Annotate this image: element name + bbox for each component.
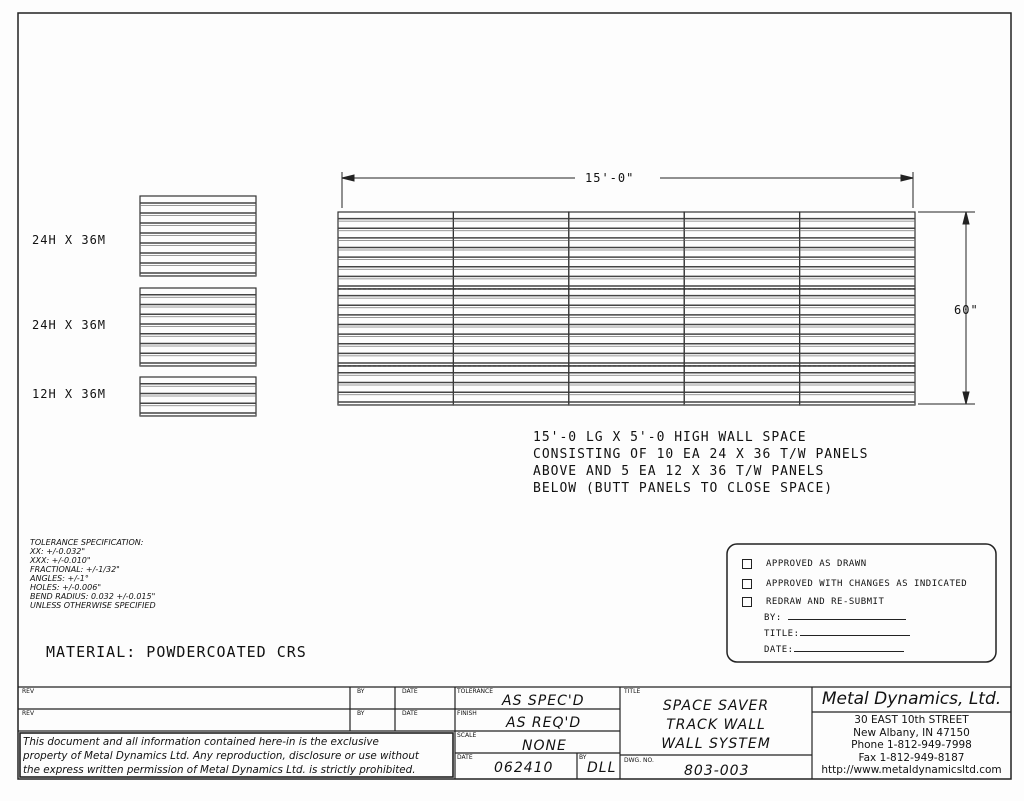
date-field[interactable] (742, 642, 967, 658)
panel (684, 366, 799, 405)
finish-label: FINISH (457, 710, 477, 717)
fax: Fax 1-812-949-8187 (858, 751, 965, 764)
panel (140, 288, 256, 366)
by-field[interactable] (742, 610, 967, 626)
tolerance-specification (30, 538, 156, 610)
wall-note (533, 429, 868, 497)
date-label: DATE (402, 710, 418, 717)
panel (140, 377, 256, 416)
by-label: BY: (764, 613, 782, 623)
tolerance-label: TOLERANCE (457, 688, 494, 695)
scale-label: SCALE (457, 732, 477, 739)
date-value: 062410 (494, 760, 554, 776)
panel (453, 212, 568, 289)
panel (453, 366, 568, 405)
tolerance-value: AS SPEC'D (502, 693, 585, 709)
panel (338, 366, 453, 405)
spec-line: HOLES: +/-0.006" (30, 583, 102, 592)
spec-line: XX: +/-0.032" (30, 547, 86, 556)
drawing-title (620, 697, 812, 754)
title-label: TITLE (624, 688, 641, 695)
checkbox[interactable] (742, 597, 752, 607)
approval-options (742, 554, 967, 658)
panel (800, 366, 915, 405)
approval-option-approved[interactable] (742, 554, 967, 574)
date-label: DATE (457, 754, 473, 761)
checkbox[interactable] (742, 559, 752, 569)
panel (453, 289, 568, 366)
finish-value: AS REQ'D (506, 715, 582, 731)
panel (140, 196, 256, 276)
disclaimer-line: This document and all information contained here-in is the exclusive (23, 735, 379, 748)
spec-line: UNLESS OTHERWISE SPECIFIED (30, 601, 156, 610)
rev-label: REV (22, 688, 35, 695)
spec-line: XXX: +/-0.010" (30, 556, 91, 565)
disclaimer (23, 735, 419, 777)
checkbox[interactable] (742, 579, 752, 589)
panel (338, 212, 453, 289)
height-dimension-label: 60" (954, 303, 979, 317)
disclaimer-line: property of Metal Dynamics Ltd. Any reproduction, disclosure or use without (23, 749, 419, 762)
company-address (812, 714, 1011, 777)
dwg-no-label: DWG. NO. (624, 757, 654, 764)
spec-line: TOLERANCE SPECIFICATION: (30, 538, 144, 547)
panel-label-3: 12H X 36M (32, 387, 107, 401)
note-line: ABOVE AND 5 EA 12 X 36 T/W PANELS (533, 464, 825, 479)
scale-value: NONE (522, 738, 567, 754)
address-line: New Albany, IN 47150 (853, 726, 970, 739)
title-line: SPACE SAVER (662, 698, 770, 714)
panel (684, 289, 799, 366)
panel (569, 212, 684, 289)
panel (800, 289, 915, 366)
spec-line: FRACTIONAL: +/-1/32" (30, 565, 120, 574)
website-link[interactable]: http://www.metaldynamicsltd.com (821, 764, 1002, 776)
by-value: DLL (587, 760, 617, 776)
title-line: TRACK WALL (666, 717, 766, 733)
note-line: 15'-0 LG X 5'-0 HIGH WALL SPACE (533, 430, 807, 445)
option-label: APPROVED AS DRAWN (766, 559, 867, 569)
by-label: BY (579, 754, 587, 761)
note-line: CONSISTING OF 10 EA 24 X 36 T/W PANELS (533, 447, 869, 462)
panel (338, 289, 453, 366)
note-line: BELOW (BUTT PANELS TO CLOSE SPACE) (533, 481, 834, 496)
approval-option-redraw[interactable] (742, 594, 967, 610)
date-label: DATE (402, 688, 418, 695)
panel-label-2: 24H X 36M (32, 318, 107, 332)
panel (800, 212, 915, 289)
by-label: BY (357, 710, 365, 717)
material-note: MATERIAL: POWDERCOATED CRS (46, 643, 307, 661)
width-dimension-label: 15'-0" (582, 171, 637, 185)
dwg-no-value: 803-003 (684, 763, 750, 779)
phone: Phone 1-812-949-7998 (851, 739, 972, 751)
date-label: DATE: (764, 645, 794, 655)
panel (569, 366, 684, 405)
spec-line: BEND RADIUS: 0.032 +/-0.015" (30, 592, 156, 601)
panel-label-1: 24H X 36M (32, 233, 107, 247)
by-label: BY (357, 688, 365, 695)
approval-option-changes[interactable] (742, 574, 967, 594)
option-label: REDRAW AND RE-SUBMIT (766, 597, 885, 607)
title-field[interactable] (742, 626, 967, 642)
title-line: WALL SYSTEM (661, 736, 771, 752)
company-name: Metal Dynamics, Ltd. (821, 689, 1002, 709)
rev-label: REV (22, 710, 35, 717)
title-label: TITLE: (764, 629, 800, 639)
address-line: 30 EAST 10th STREET (854, 714, 969, 726)
panel (569, 289, 684, 366)
panel (684, 212, 799, 289)
disclaimer-line: the express written permission of Metal Dynamics Ltd. is strictly prohibited. (23, 763, 416, 776)
option-label: APPROVED WITH CHANGES AS INDICATED (766, 579, 968, 589)
spec-line: ANGLES: +/-1° (30, 574, 89, 583)
